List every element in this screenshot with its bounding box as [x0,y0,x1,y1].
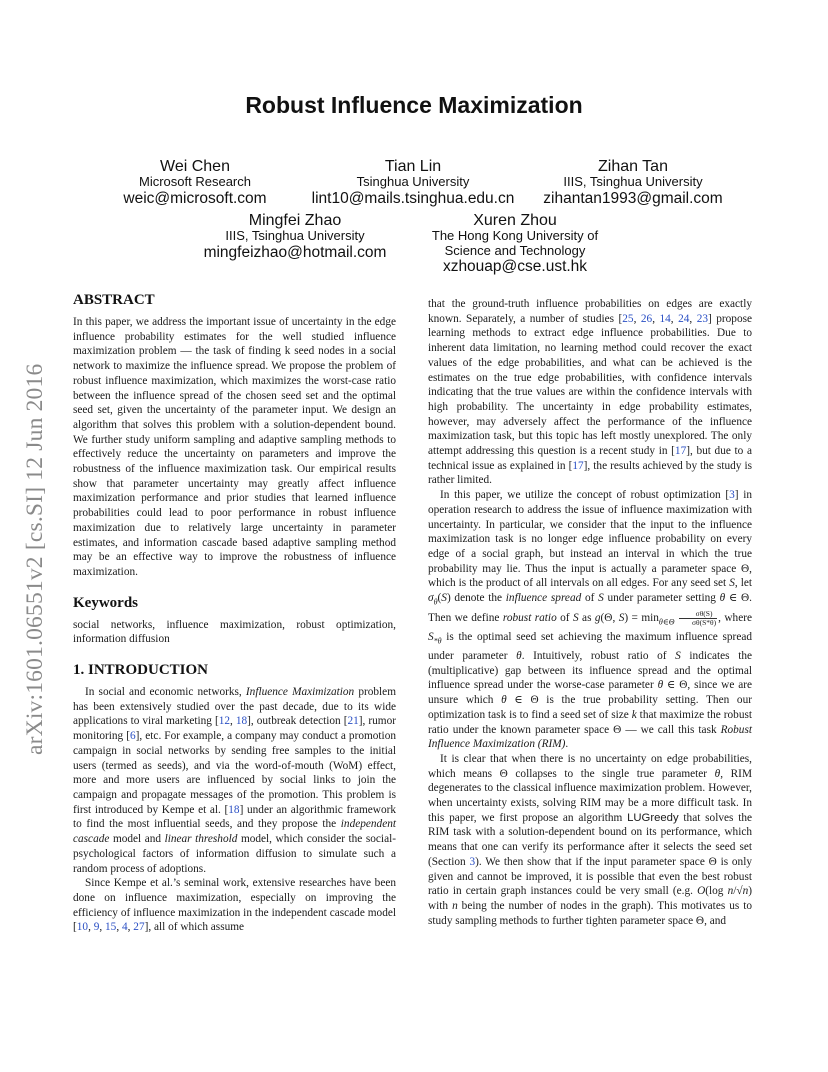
inline-text: σ [428,592,434,605]
citation-link[interactable]: 4 [121,921,128,934]
inline-text: θ∈Θ [658,617,675,627]
inline-text: Influence Maximization [245,686,355,699]
citation-link[interactable]: 14 [659,312,671,325]
inline-text: θ [657,679,664,692]
author-affiliation: The Hong Kong University of [431,228,599,243]
citation-link[interactable]: 10 [76,921,89,934]
body-paragraph: that the ground-truth influence probabilities on edges are exactly known. Separately, a number of studies [25, 26, 14, 24, 23] propose learning methods to extract edge influence probabilities. Due to inherent data limitation, no learning method could recover the exact values of the edge probabilities, and what can be achieved is the estimates on the true edge probabilities, with confidence intervals indicating that the true values are within the confidence intervals with high probability. The uncertainty in edge probability estimates, however, may adversely affect the performance of the influence maximization task, but this topic has left mostly unexplored. The only attempt addressing this question is a recent study in [17], but due to a technical issue as explained in [17], the results achieved by the study is rather limited. [428,298,753,487]
citation-link[interactable]: 6 [130,730,136,743]
abstract-text: In this paper, we address the important issue of uncertainty in the edge influence probability estimates for the well studied influence maximization problem — the task of finding k seed nodes in a social network to maximize the influence spread. We propose the problem of robust influence maximization, which maximizes the worst-case ratio between the influence spread of the chosen seed set and the optimal seed set, given the uncertainty of the parameter input. We design an algorithm that solves this problem with a solution-dependent bound. We further study uniform sampling and adaptive sampling methods to effectively reduce the uncertainty on parameters and improve the robustness of the influence maximization task. Our empirical results show that parameter uncertainty may greatly affect influence maximization performance and prior studies that learned influence probabilities could lead to poor performance in robust influence maximization due to relatively large uncertainty in parameter estimates, and information cascade based adaptive sampling method may be an effective way to improve the robustness of influence maximization. [73,316,396,578]
introduction-heading: 1. INTRODUCTION [73,662,209,679]
author-affiliation: Science and Technology [444,242,586,258]
citation-link[interactable]: 26 [640,312,653,325]
inline-text: θ [433,597,438,607]
author-email[interactable]: weic@microsoft.com [123,189,267,207]
intro-paragraph: Since Kempe et al.’s seminal work, extensive researches have been done on influence maximization, especially on improving the efficiency of influence maximization in the independent cascade model [10, 9, 15, 4, 27], all of which assume [73,877,396,934]
citation-link[interactable]: 18 [228,803,240,816]
citation-link[interactable]: 9 [93,921,100,934]
citation-link[interactable]: 21 [347,715,359,728]
inline-text: S [675,650,681,663]
inline-text: S [729,577,735,590]
paper-title: Robust Influence Maximization [245,92,583,118]
author-block-1 [308,158,518,207]
author-name: Wei Chen [160,158,230,175]
inline-text: influence spread [505,592,582,605]
citation-link[interactable]: 24 [678,312,690,325]
author-block-0 [110,158,280,207]
citation-link[interactable]: 3 [729,489,735,502]
inline-text: O [697,885,706,898]
author-affiliation: IIIS, Tsinghua University [225,228,365,243]
author-affiliation: Microsoft Research [139,174,251,189]
author-email[interactable]: zihantan1993@gmail.com [543,189,723,207]
citation-link[interactable]: 23 [696,312,709,325]
author-name: Xuren Zhou [473,212,557,229]
inline-text: S [441,592,447,605]
author-name: Tian Lin [384,158,442,175]
inline-text: θ [501,694,507,707]
citation-link[interactable]: 27 [133,921,145,934]
inline-text: S [428,631,434,644]
inline-text: θ [719,592,726,605]
citation-link[interactable]: 12 [218,715,231,728]
author-block-3 [195,212,395,261]
author-affiliation: Tsinghua University [356,174,470,189]
author-affiliation: IIIS, Tsinghua University [563,174,703,189]
inline-text: g [594,612,601,625]
inline-text: S [598,592,604,605]
author-block-2 [533,158,733,207]
inline-text: θ [516,650,522,663]
inline-text: θ [714,767,721,780]
left-column [73,291,396,935]
inline-text: k [631,708,637,721]
inline-text: Robust Influence Maximization (RIM) [428,723,752,751]
inline-text: *θ [433,636,442,646]
inline-text: n [727,885,734,898]
inline-text: S [618,612,625,625]
algorithm-name: LUGreedy [627,811,679,824]
inline-text: independent cascade [73,818,396,846]
author-email[interactable]: xzhouap@cse.ust.hk [442,258,588,275]
author-name: Zihan Tan [598,158,668,175]
body-paragraph: In this paper, we utilize the concept of robust optimization [3] in operation research to address the issue of influence maximization with uncertainty. In particular, we consider that the input to the influence maximization task is no longer edge influence probability on every edge of a social graph, but instead an interval in which the true probability may lie. Thus the input is actually a parameter space Θ, which is the product of all intervals on all edges. For any seed set S, let $\sigma_\theta(S)$ denote the influence spread of S under parameter setting θ ∈ Θ. Then we define robust ratio of S as g(Θ, $S) = \min_{\theta\in\Theta}$ $\frac{\sigma\theta(S)}{\sigma\theta(S*\theta)}$ , where $S_{*\theta}$ is the optimal seed set achieving the maximum influence spread under parameter θ. Intuitively, robust ratio of S indicates the (multiplicative) gap between its influence spread and the optimal influence spread under the worse-case parameter θ ∈ Θ, since we are unsure which θ ∈ Θ is the true probability setting. Then our optimization task is to find a seed set of size k that maximize the robust ratio under the known parameter space Θ — we call this task Robust Influence Maximization (RIM). [428,489,753,751]
keywords-heading: Keywords [73,594,138,611]
author-name: Mingfei Zhao [248,212,342,229]
author-email[interactable]: lint10@mails.tsinghua.edu.cn [311,189,515,207]
abstract-heading: ABSTRACT [73,292,155,308]
intro-paragraph: In social and economic networks, Influence Maximization problem has been extensively studied over the past decade, due to its wide applications to viral marketing [12, 18], outbreak detection [21], rumor monitoring [6], etc. For example, a company may conduct a promotion campaign in social networks by sending free samples to the initial users (termed as seeds), and via the word-of-mouth (WoM) effect, more and more users are influenced by social links to join the campaign and propagate messages of the promotion. This problem is first introduced by Kempe et al. [18] under an algorithmic framework to find the most influential seeds, and they propose the independent cascade model and linear threshold model, which consider the social-psychological factors of information diffusion to simulate such a random process of adoptions. [73,686,396,875]
citation-link[interactable]: 17 [572,459,584,472]
inline-text: S [572,612,579,625]
citation-link[interactable]: 18 [235,715,248,728]
citation-link[interactable]: 25 [622,312,634,325]
citation-link[interactable]: 3 [469,855,476,868]
citation-link[interactable]: 15 [105,921,117,934]
inline-text: robust ratio [502,612,557,625]
math-fraction: $\frac{\sigma\theta(S)}{\sigma\theta(S*\theta)}$ [679,610,717,627]
inline-text: n [452,899,458,912]
arxiv-identifier: arXiv:1601.06551v2 [cs.SI] 12 Jun 2016 [22,363,48,755]
body-paragraph: It is clear that when there is no uncertainty on edge probabilities, which means Θ collapses to the single true parameter θ, RIM degenerates to the classical influence maximization problem. However, when uncertainty exists, solving RIM may be a more difficult task. In this paper, we first propose an algorithm LUGreedy that solves the RIM task with a solution-dependent bound on its performance, which means that one can verify its performance after it selects the seed set (Section 3). We then show that if the input parameter space Θ is only given and cannot be improved, it is possible that even the best robust ratio in certain graph instances could be very small (e.g. O(log n/√n) with n being the number of nodes in the graph). This motivates us to study sampling methods to further tighten parameter space Θ, and [428,752,752,927]
inline-text: linear threshold [164,833,238,846]
right-column [428,297,752,928]
citation-link[interactable]: 17 [674,445,687,458]
keywords-text: social networks, influence maximization, robust optimization, information diffusion [73,618,396,646]
inline-text: n [742,885,749,898]
author-email[interactable]: mingfeizhao@hotmail.com [203,243,387,261]
author-block-4 [430,212,600,275]
